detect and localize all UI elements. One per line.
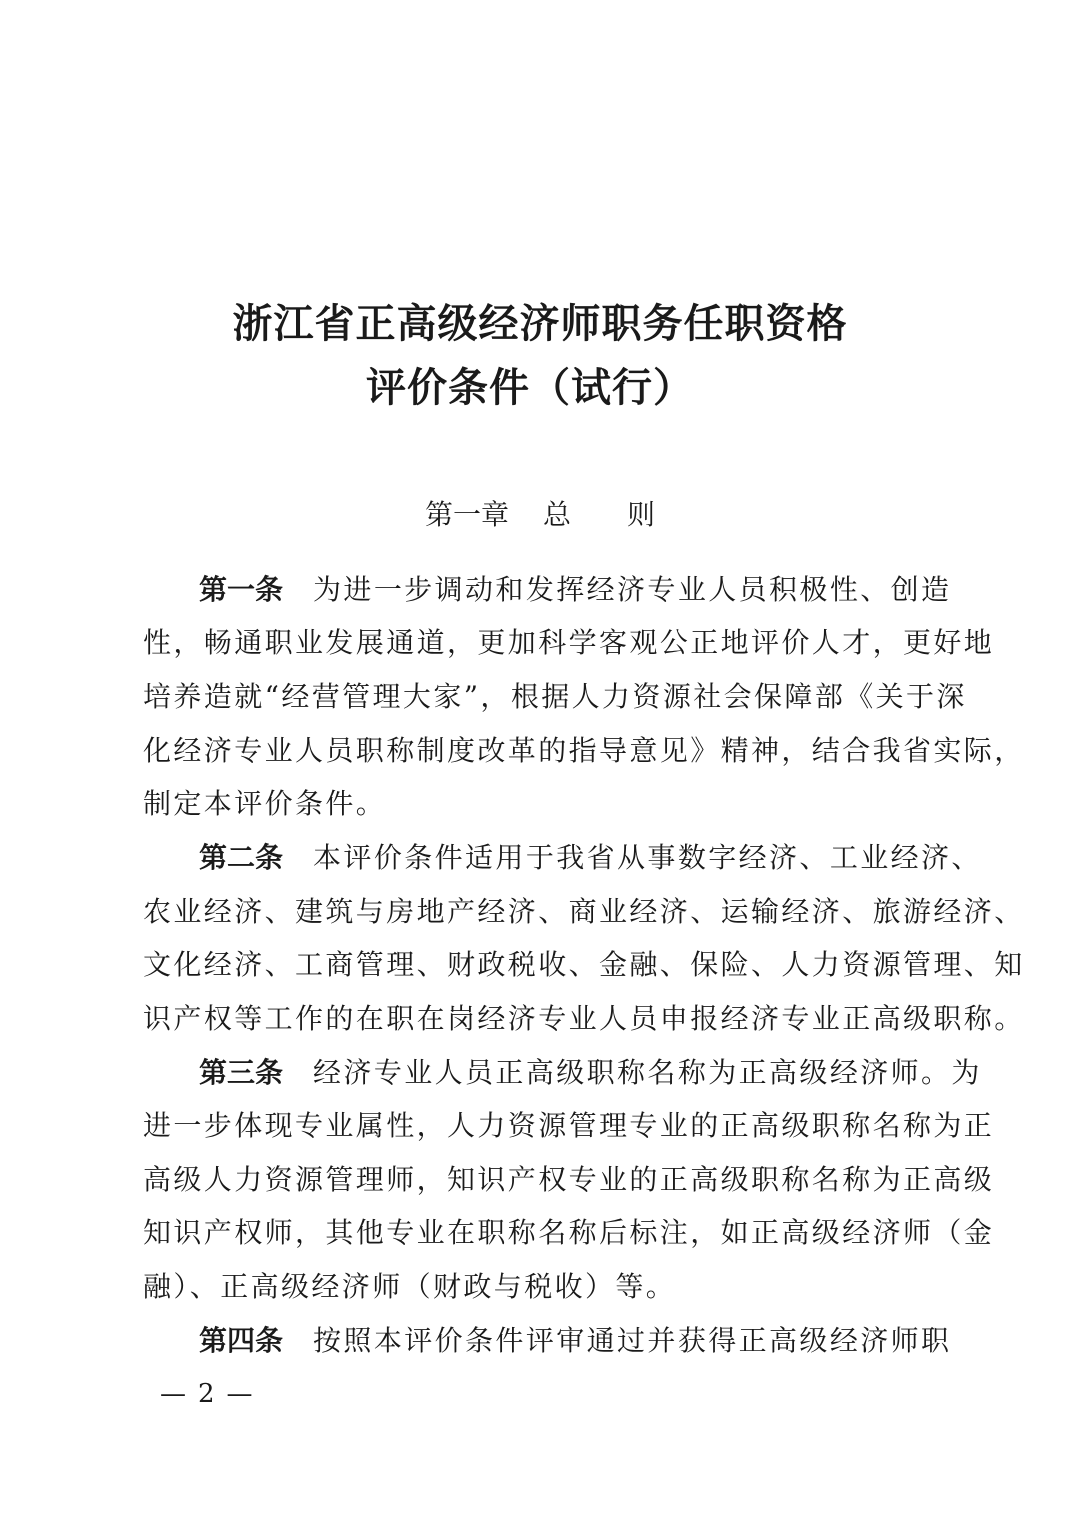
document-title-line-1: 浙江省正高级经济师职务任职资格 (232, 301, 848, 347)
article-1-line-5: 制定本评价条件。 (143, 787, 387, 820)
chapter-number: 第一章 (424, 498, 509, 531)
article-2-label: 第二条 (199, 841, 284, 874)
article-2-line-1 (199, 838, 982, 878)
chapter-word-2: 则 (627, 498, 656, 531)
page-number-value: 2 (198, 1379, 215, 1409)
article-3-line-4: 知识产权师，其他专业在职称名称后标注，如正高级经济师（金 (143, 1216, 995, 1249)
article-2-line-3: 文化经济、工商管理、财政税收、金融、保险、人力资源管理、知 (143, 948, 1025, 981)
chapter-word-1: 总 (542, 498, 571, 531)
page-number-dash-left: — (160, 1379, 186, 1409)
document-title-line-2: 评价条件（试行） (366, 365, 694, 411)
page-number (160, 1379, 253, 1409)
chapter-heading (0, 493, 1080, 533)
article-4-text-1: 按照本评价条件评审通过并获得正高级经济师职 (313, 1324, 952, 1357)
article-2-line-2: 农业经济、建筑与房地产经济、商业经济、运输经济、旅游经济、 (143, 895, 1025, 928)
article-3-line-1 (199, 1053, 982, 1093)
article-4-label: 第四条 (199, 1324, 284, 1357)
article-3-line-3: 高级人力资源管理师，知识产权专业的正高级职称名称为正高级 (143, 1163, 995, 1196)
page-number-dash-right: — (226, 1379, 253, 1409)
article-2-line-4: 识产权等工作的在职在岗经济专业人员申报经济专业正高级职称。 (143, 1002, 1025, 1035)
article-3-label: 第三条 (199, 1056, 284, 1089)
article-2-text-1: 本评价条件适用于我省从事数字经济、工业经济、 (313, 841, 982, 874)
article-1-line-2: 性，畅通职业发展通道，更加科学客观公正地评价人才，更好地 (143, 626, 995, 659)
article-3-text-1: 经济专业人员正高级职称名称为正高级经济师。为 (313, 1056, 982, 1089)
article-4-line-1 (199, 1321, 952, 1361)
article-1-text-1: 为进一步调动和发挥经济专业人员积极性、创造 (313, 573, 952, 606)
article-1-label: 第一条 (199, 573, 284, 606)
article-1-line-3: 培养造就“经营管理大家”，根据人力资源社会保障部《关于深 (143, 680, 967, 713)
article-3-line-2: 进一步体现专业属性，人力资源管理专业的正高级职称名称为正 (143, 1109, 995, 1142)
article-1-line-1 (199, 570, 952, 610)
article-1-line-4: 化经济专业人员职称制度改革的指导意见》精神，结合我省实际， (143, 734, 1025, 767)
article-3-line-5: 融）、正高级经济师（财政与税收）等。 (143, 1270, 677, 1303)
